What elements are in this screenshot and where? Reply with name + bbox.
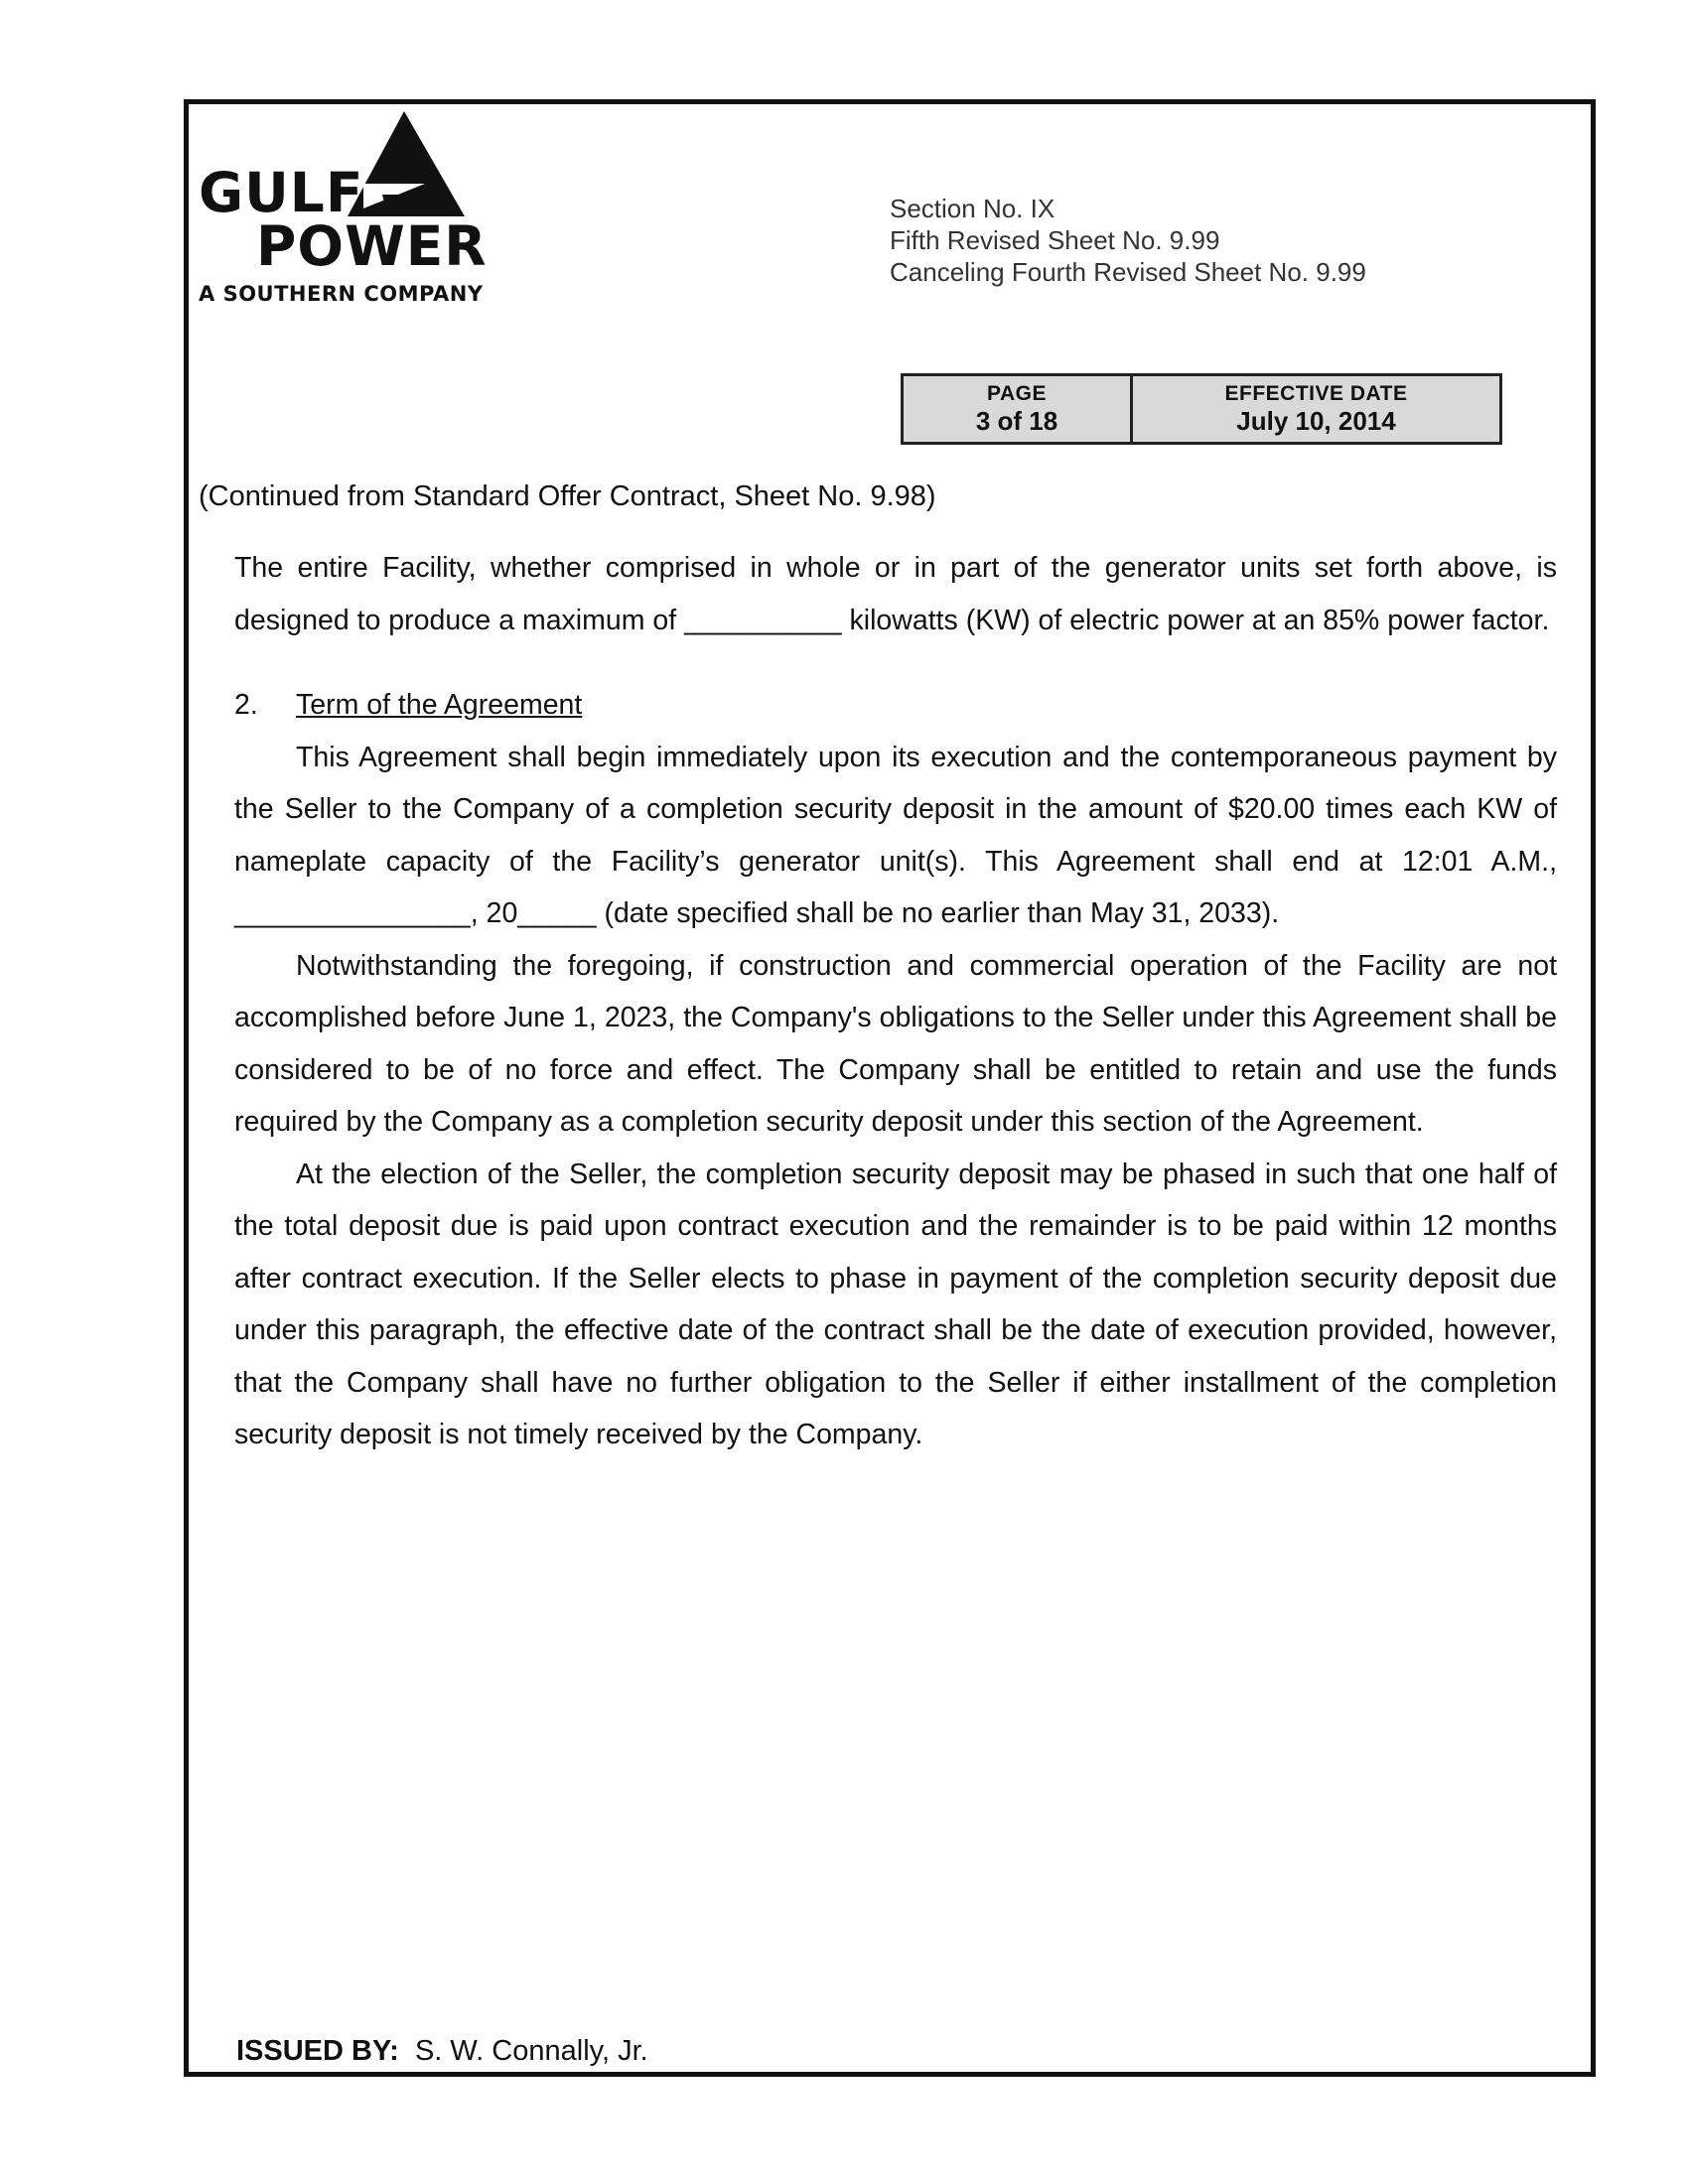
term-paragraph-3: At the election of the Seller, the completion security deposit may be phased in such that one half of the total deposit due is paid upon contract execution and the remainder is to be paid within 12 months after contract execution. If the Seller elects to phase in payment of the completion security deposit due under this paragraph, the effective date of the contract shall be the date of execution provided, however, that the Company shall have no further obligation to the Seller if either installment of the completion security deposit is not timely received by the Company. xyxy=(234,1158,1557,1450)
document-body xyxy=(234,542,1557,1461)
term-paragraph-1: This Agreement shall begin immediately upon its execution and the contemporaneous payment by the Seller to the Company of a completion security deposit in the amount of $20.00 times each KW of nameplate capacity of the Facility’s generator unit(s). This Agreement shall end at 12:01 A.M., _______________, 20_____ (date specified shall be no earlier than May 31, 2033). xyxy=(234,741,1557,929)
term-heading-title: Term of the Agreement xyxy=(296,689,583,721)
logo-text-power: POWER xyxy=(256,214,488,278)
issued-by xyxy=(236,2035,648,2068)
page-label: PAGE xyxy=(987,382,1047,405)
page-cell xyxy=(904,376,1133,442)
logo-tagline: A SOUTHERN COMPANY xyxy=(199,282,484,306)
section-number: Section No. IX xyxy=(890,194,1055,223)
logo-text-gulf: GULF xyxy=(199,161,364,224)
facility-paragraph: The entire Facility, whether comprised in whole or in part of the generator units set forth above, is designed to produce a maximum of __________ kilowatts (KW) of electric power at an 85% power factor. xyxy=(234,552,1557,636)
continued-note: (Continued from Standard Offer Contract, Sheet No. 9.98) xyxy=(199,480,936,512)
page-value: 3 of 18 xyxy=(975,406,1058,436)
page-info-box xyxy=(901,373,1502,445)
canceling-sheet: Canceling Fourth Revised Sheet No. 9.99 xyxy=(890,257,1366,287)
effective-date-label: EFFECTIVE DATE xyxy=(1224,382,1408,405)
issued-by-name: S. W. Connally, Jr. xyxy=(414,2035,648,2067)
issued-by-label: ISSUED BY: xyxy=(236,2035,399,2067)
effective-date-value: July 10, 2014 xyxy=(1236,406,1396,436)
term-heading xyxy=(234,679,1557,732)
term-heading-number: 2. xyxy=(234,689,258,721)
effective-date-cell xyxy=(1133,376,1499,442)
term-paragraph-2: Notwithstanding the foregoing, if construction and commercial operation of the Facility are not accomplished before June 1, 2023, the Company's obligations to the Seller under this Agreement shall be considered to be of no force and effect. The Company shall be entitled to retain and use the funds required by the Company as a completion security deposit under this section of the Agreement. xyxy=(234,949,1557,1138)
revised-sheet: Fifth Revised Sheet No. 9.99 xyxy=(890,225,1220,255)
section-info xyxy=(890,193,1366,288)
